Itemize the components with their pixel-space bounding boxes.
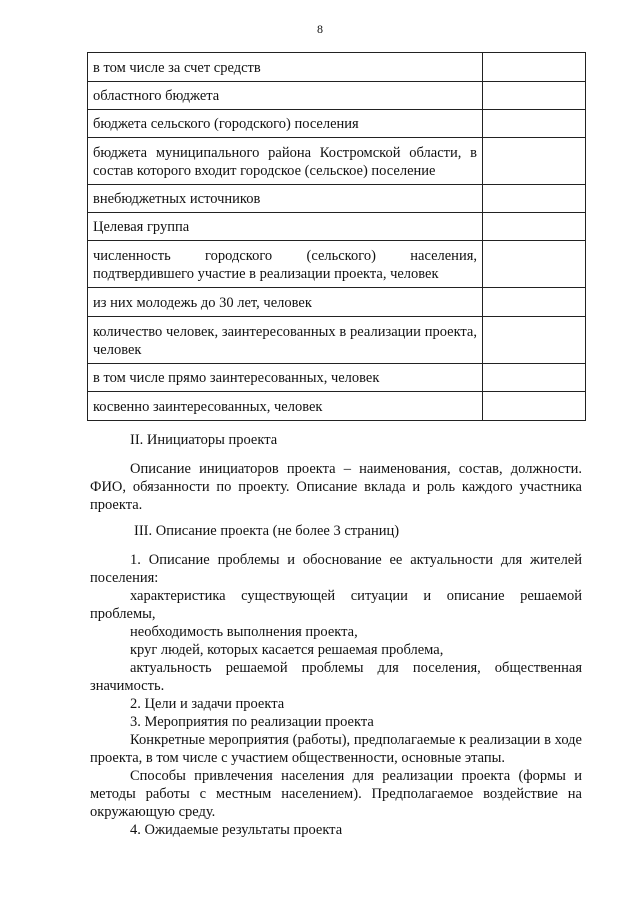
section-3-item: актуальность решаемой проблемы для поселения, общественная значимость. — [90, 660, 582, 694]
row-label: в том числе прямо заинтересованных, человек — [88, 364, 483, 392]
section-3 — [90, 522, 582, 839]
table-row — [88, 317, 586, 364]
row-label: внебюджетных источников — [88, 185, 483, 213]
row-value — [483, 138, 586, 185]
row-label: из них молодежь до 30 лет, человек — [88, 288, 483, 317]
section-2 — [90, 431, 582, 514]
table-row — [88, 392, 586, 421]
row-label: косвенно заинтересованных, человек — [88, 392, 483, 421]
section-3-item: 4. Ожидаемые результаты проекта — [130, 822, 343, 838]
table-row — [88, 213, 586, 241]
table-row — [88, 53, 586, 82]
section-3-item: Способы привлечения населения для реализации проекта (формы и методы работы с местным населением). Предполагаемое воздействие на окружающую среду. — [90, 768, 582, 820]
table-row — [88, 138, 586, 185]
row-value — [483, 288, 586, 317]
table-row — [88, 82, 586, 110]
section-3-item: 1. Описание проблемы и обоснование ее актуальности для жителей поселения: — [90, 552, 582, 586]
section-3-item: необходимость выполнения проекта, — [130, 624, 358, 640]
project-info-table — [87, 52, 586, 421]
section-3-item: 3. Мероприятия по реализации проекта — [130, 714, 374, 730]
row-label: бюджета сельского (городского) поселения — [88, 110, 483, 138]
section-3-item: круг людей, которых касается решаемая проблема, — [130, 642, 444, 658]
table-row — [88, 241, 586, 288]
row-value — [483, 185, 586, 213]
row-value — [483, 364, 586, 392]
section-3-heading: III. Описание проекта (не более 3 страниц) — [134, 523, 400, 539]
page-number: 8 — [317, 22, 323, 36]
row-label: областного бюджета — [88, 82, 483, 110]
section-3-item: 2. Цели и задачи проекта — [130, 696, 285, 712]
row-label: численность городского (сельского) населения, подтвердившего участие в реализации проекта, человек — [88, 241, 483, 288]
row-label: Целевая группа — [88, 213, 483, 241]
section-2-body: Описание инициаторов проекта – наименования, состав, должности. ФИО, обязанности по проекту. Описание вклада и роль каждого участника проекта. — [90, 461, 582, 513]
table-row — [88, 288, 586, 317]
row-label: в том числе за счет средств — [88, 53, 483, 82]
row-value — [483, 110, 586, 138]
row-value — [483, 53, 586, 82]
section-3-item: характеристика существующей ситуации и описание решаемой проблемы, — [90, 588, 582, 622]
row-value — [483, 392, 586, 421]
row-value — [483, 241, 586, 288]
table-row — [88, 110, 586, 138]
row-value — [483, 82, 586, 110]
row-value — [483, 317, 586, 364]
section-3-item: Конкретные мероприятия (работы), предполагаемые к реализации в ходе проекта, в том числе с участием общественности, основные этапы. — [90, 732, 582, 766]
table-row — [88, 364, 586, 392]
section-2-heading: II. Инициаторы проекта — [130, 432, 278, 448]
table-row — [88, 185, 586, 213]
row-label: количество человек, заинтересованных в реализации проекта, человек — [88, 317, 483, 364]
row-value — [483, 213, 586, 241]
row-label: бюджета муниципального района Костромской области, в состав которого входит городское (сельское) поселение — [88, 138, 483, 185]
